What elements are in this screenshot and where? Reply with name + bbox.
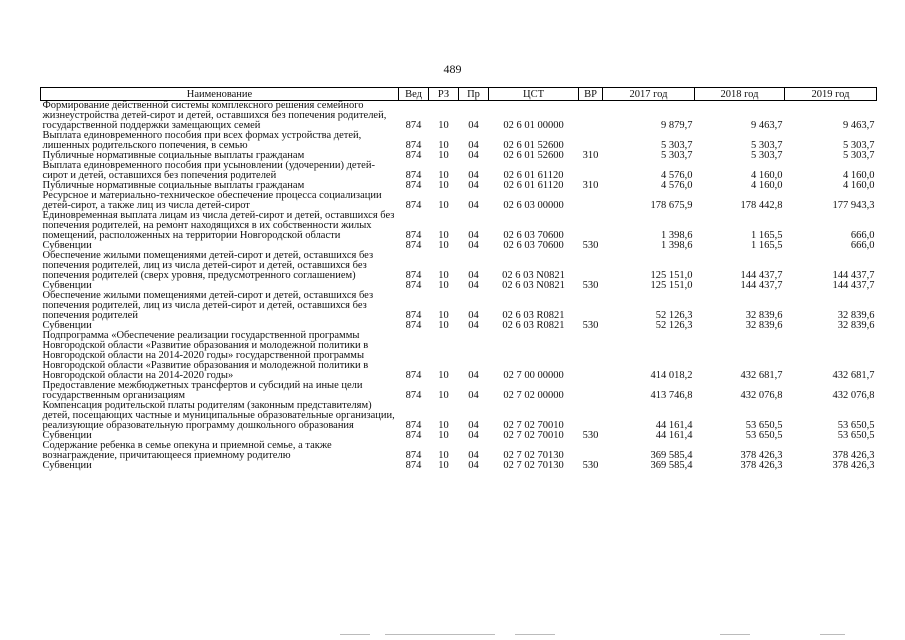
row-value-2018: 4 160,0: [751, 180, 783, 191]
row-cst: 02 6 01 61120: [503, 180, 564, 191]
row-value-2017: 1 398,6: [661, 230, 693, 241]
row-rz: 10: [438, 430, 449, 441]
row-rz: 10: [438, 170, 449, 181]
row-name: Публичные нормативные социальные выплаты гражданам: [42, 150, 305, 161]
row-vr: [579, 441, 603, 461]
row-value-2017: 52 126,3: [655, 310, 693, 321]
row-value-2018: 32 839,6: [745, 310, 783, 321]
row-cst: 02 6 03 70600: [503, 240, 564, 251]
row-value-2019: 144 437,7: [832, 270, 875, 281]
row-ved: 874: [405, 240, 422, 251]
row-vr: [579, 381, 603, 401]
row-rz: 10: [438, 310, 449, 321]
row-cst: 02 7 02 70010: [503, 430, 564, 441]
row-value-2017: 413 746,8: [650, 390, 693, 401]
row-value-2018: 9 463,7: [751, 120, 783, 131]
row-name: Обеспечение жилыми помещениями детей-сирот и детей, оставшихся без попечения родителей, лиц из числа детей-сирот и детей, оставшихся без попечения родителей: [42, 290, 374, 321]
row-rz: 10: [438, 180, 449, 191]
row-rz: 10: [438, 390, 449, 401]
row-cst: 02 6 01 61120: [503, 170, 564, 181]
table-row: [41, 161, 877, 181]
row-value-2019: 432 681,7: [832, 370, 875, 381]
row-vr: [579, 161, 603, 181]
row-value-2019: 32 839,6: [837, 310, 875, 321]
header-rz: РЗ: [429, 88, 459, 101]
row-value-2019: 5 303,7: [843, 150, 875, 161]
row-pr: 04: [468, 150, 479, 161]
page-number: 489: [443, 62, 462, 76]
row-name: Субвенции: [42, 430, 92, 441]
row-rz: 10: [438, 120, 449, 131]
row-vr: [579, 331, 603, 381]
table-row: [41, 291, 877, 321]
row-pr: 04: [468, 450, 479, 461]
row-value-2019: 666,0: [850, 230, 875, 241]
row-vr: 310: [582, 180, 599, 191]
table-row: [41, 461, 877, 471]
row-value-2019: 4 160,0: [843, 180, 875, 191]
row-vr: 530: [582, 320, 599, 331]
row-name: Подпрограмма «Обеспечение реализации государственной программы Новгородской области «Развитие образования и молодежной политики в Новгородской области на 2014-2020 годы» государственной программы Новгородской области «Развитие образования и молодежной политики в Новгородской области на 2014-2020 годы»: [42, 330, 369, 381]
row-cst: 02 6 03 N0821: [502, 280, 565, 291]
row-name: Содержание ребенка в семье опекуна и приемной семье, а также вознаграждение, причитающееся приемному родителю: [42, 440, 332, 461]
row-value-2019: 53 650,5: [837, 420, 875, 431]
row-pr: 04: [468, 370, 479, 381]
row-value-2018: 378 426,3: [740, 460, 783, 471]
row-value-2017: 4 576,0: [661, 170, 693, 181]
row-value-2017: 369 585,4: [650, 450, 693, 461]
row-pr: 04: [468, 280, 479, 291]
row-rz: 10: [438, 450, 449, 461]
row-value-2017: 1 398,6: [661, 240, 693, 251]
table-row: [41, 381, 877, 401]
row-cst: 02 7 02 00000: [503, 390, 564, 401]
header-pr: Пр: [459, 88, 489, 101]
row-value-2017: 44 161,4: [655, 420, 693, 431]
row-rz: 10: [438, 460, 449, 471]
row-pr: 04: [468, 310, 479, 321]
row-rz: 10: [438, 420, 449, 431]
row-ved: 874: [405, 200, 422, 211]
row-value-2019: 378 426,3: [832, 460, 875, 471]
row-vr: 530: [582, 240, 599, 251]
budget-table: [40, 87, 877, 471]
table-row: [41, 251, 877, 281]
row-cst: 02 7 00 00000: [503, 370, 564, 381]
row-value-2019: 378 426,3: [832, 450, 875, 461]
row-vr: 310: [582, 150, 599, 161]
row-name: Обеспечение жилыми помещениями детей-сирот и детей, оставшихся без попечения родителей, лиц из числа детей-сирот и детей, оставшихся без попечения родителей (сверх уровня, предусмотренного соглашением): [42, 250, 374, 281]
row-ved: 874: [405, 420, 422, 431]
row-vr: [579, 191, 603, 211]
row-vr: [579, 291, 603, 321]
row-ved: 874: [405, 460, 422, 471]
row-ved: 874: [405, 140, 422, 151]
row-name: Субвенции: [42, 240, 92, 251]
row-cst: 02 6 03 R0821: [502, 310, 565, 321]
row-vr: 530: [582, 280, 599, 291]
row-cst: 02 6 03 R0821: [502, 320, 565, 331]
header-2017: 2017 год: [603, 88, 695, 101]
row-ved: 874: [405, 320, 422, 331]
row-value-2017: 178 675,9: [650, 200, 693, 211]
row-ved: 874: [405, 180, 422, 191]
row-cst: 02 6 01 52600: [503, 150, 564, 161]
row-value-2018: 53 650,5: [745, 420, 783, 431]
row-value-2018: 432 681,7: [740, 370, 783, 381]
scan-artifact-line: [340, 634, 860, 636]
row-value-2018: 53 650,5: [745, 430, 783, 441]
row-ved: 874: [405, 370, 422, 381]
row-value-2019: 32 839,6: [837, 320, 875, 331]
row-value-2017: 125 151,0: [650, 270, 693, 281]
row-ved: 874: [405, 280, 422, 291]
row-pr: 04: [468, 120, 479, 131]
row-rz: 10: [438, 270, 449, 281]
row-cst: 02 7 02 70010: [503, 420, 564, 431]
row-rz: 10: [438, 280, 449, 291]
table-row: [41, 191, 877, 211]
row-rz: 10: [438, 230, 449, 241]
row-value-2017: 414 018,2: [650, 370, 693, 381]
row-vr: [579, 211, 603, 241]
row-value-2017: 5 303,7: [661, 150, 693, 161]
row-name: Формирование действенной системы комплексного решения семейного жизнеустройства детей-сирот и детей, оставшихся без попечения родителей, государственной поддержки замещающих семей: [42, 100, 387, 131]
table-body: [41, 101, 877, 472]
row-pr: 04: [468, 460, 479, 471]
row-value-2018: 1 165,5: [751, 240, 783, 251]
row-rz: 10: [438, 140, 449, 151]
row-pr: 04: [468, 320, 479, 331]
row-name: Субвенции: [42, 460, 92, 471]
row-pr: 04: [468, 200, 479, 211]
row-pr: 04: [468, 420, 479, 431]
row-value-2018: 178 442,8: [740, 200, 783, 211]
row-pr: 04: [468, 140, 479, 151]
row-pr: 04: [468, 230, 479, 241]
row-value-2019: 9 463,7: [843, 120, 875, 131]
row-value-2018: 144 437,7: [740, 280, 783, 291]
row-cst: 02 6 03 70600: [503, 230, 564, 241]
row-name: Выплата единовременного пособия при всех формах устройства детей, лишенных родительского попечения, в семью: [42, 130, 362, 151]
row-name: Выплата единовременного пособия при усыновлении (удочерении) детей-сирот и детей, оставшихся без попечения родителей: [42, 160, 375, 181]
row-ved: 874: [405, 230, 422, 241]
table-row: [41, 101, 877, 132]
row-value-2018: 378 426,3: [740, 450, 783, 461]
row-ved: 874: [405, 150, 422, 161]
row-value-2018: 1 165,5: [751, 230, 783, 241]
header-2019: 2019 год: [785, 88, 877, 101]
row-pr: 04: [468, 270, 479, 281]
row-rz: 10: [438, 200, 449, 211]
row-cst: 02 6 01 52600: [503, 140, 564, 151]
row-ved: 874: [405, 310, 422, 321]
row-vr: [579, 131, 603, 151]
row-name: Компенсация родительской платы родителям (законным представителям) детей, посещающих частные и муниципальные образовательные организации, реализующие образовательную программу дошкольного образования: [42, 400, 395, 431]
row-value-2018: 32 839,6: [745, 320, 783, 331]
row-value-2017: 4 576,0: [661, 180, 693, 191]
row-name: Ресурсное и материально-техническое обеспечение процесса социализации детей-сирот, а также лиц из числа детей-сирот: [42, 190, 382, 211]
row-name: Субвенции: [42, 280, 92, 291]
table-row: [41, 211, 877, 241]
header-vr: ВР: [579, 88, 603, 101]
row-ved: 874: [405, 430, 422, 441]
row-value-2018: 432 076,8: [740, 390, 783, 401]
row-rz: 10: [438, 320, 449, 331]
row-rz: 10: [438, 240, 449, 251]
row-value-2019: 144 437,7: [832, 280, 875, 291]
row-value-2017: 52 126,3: [655, 320, 693, 331]
row-cst: 02 7 02 70130: [503, 460, 564, 471]
row-ved: 874: [405, 390, 422, 401]
row-value-2019: 177 943,3: [832, 200, 875, 211]
row-name: Единовременная выплата лицам из числа детей-сирот и детей, оставшихся без попечения родителей, на ремонт находящихся в их собственности жилых помещений, расположенных на территории Новгородской области: [42, 210, 395, 241]
row-name: Субвенции: [42, 320, 92, 331]
row-pr: 04: [468, 170, 479, 181]
table-row: [41, 401, 877, 431]
row-value-2018: 5 303,7: [751, 150, 783, 161]
table-header-row: [41, 88, 877, 101]
row-name: Предоставление межбюджетных трансфертов и субсидий на иные цели государственным организациям: [42, 380, 363, 401]
row-vr: [579, 251, 603, 281]
row-ved: 874: [405, 450, 422, 461]
row-vr: 530: [582, 430, 599, 441]
table-row: [41, 331, 877, 381]
row-value-2017: 125 151,0: [650, 280, 693, 291]
row-value-2017: 44 161,4: [655, 430, 693, 441]
header-2018: 2018 год: [695, 88, 785, 101]
header-ved: Вед: [399, 88, 429, 101]
row-value-2017: 9 879,7: [661, 120, 693, 131]
row-pr: 04: [468, 240, 479, 251]
row-value-2019: 5 303,7: [843, 140, 875, 151]
row-ved: 874: [405, 170, 422, 181]
row-pr: 04: [468, 390, 479, 401]
row-ved: 874: [405, 120, 422, 131]
row-pr: 04: [468, 180, 479, 191]
row-vr: [579, 101, 603, 132]
row-vr: [579, 401, 603, 431]
row-value-2018: 5 303,7: [751, 140, 783, 151]
row-name: Публичные нормативные социальные выплаты гражданам: [42, 180, 305, 191]
row-value-2018: 4 160,0: [751, 170, 783, 181]
row-value-2019: 53 650,5: [837, 430, 875, 441]
row-rz: 10: [438, 370, 449, 381]
row-cst: 02 6 03 00000: [503, 200, 564, 211]
row-value-2017: 369 585,4: [650, 460, 693, 471]
table-row: [41, 441, 877, 461]
row-value-2017: 5 303,7: [661, 140, 693, 151]
row-cst: 02 6 03 N0821: [502, 270, 565, 281]
row-value-2019: 432 076,8: [832, 390, 875, 401]
row-ved: 874: [405, 270, 422, 281]
row-vr: 530: [582, 460, 599, 471]
row-value-2019: 666,0: [850, 240, 875, 251]
header-cst: ЦСТ: [489, 88, 579, 101]
header-name: Наименование: [41, 88, 399, 101]
row-rz: 10: [438, 150, 449, 161]
table-row: [41, 131, 877, 151]
row-cst: 02 7 02 70130: [503, 450, 564, 461]
row-value-2018: 144 437,7: [740, 270, 783, 281]
row-pr: 04: [468, 430, 479, 441]
row-cst: 02 6 01 00000: [503, 120, 564, 131]
row-value-2019: 4 160,0: [843, 170, 875, 181]
